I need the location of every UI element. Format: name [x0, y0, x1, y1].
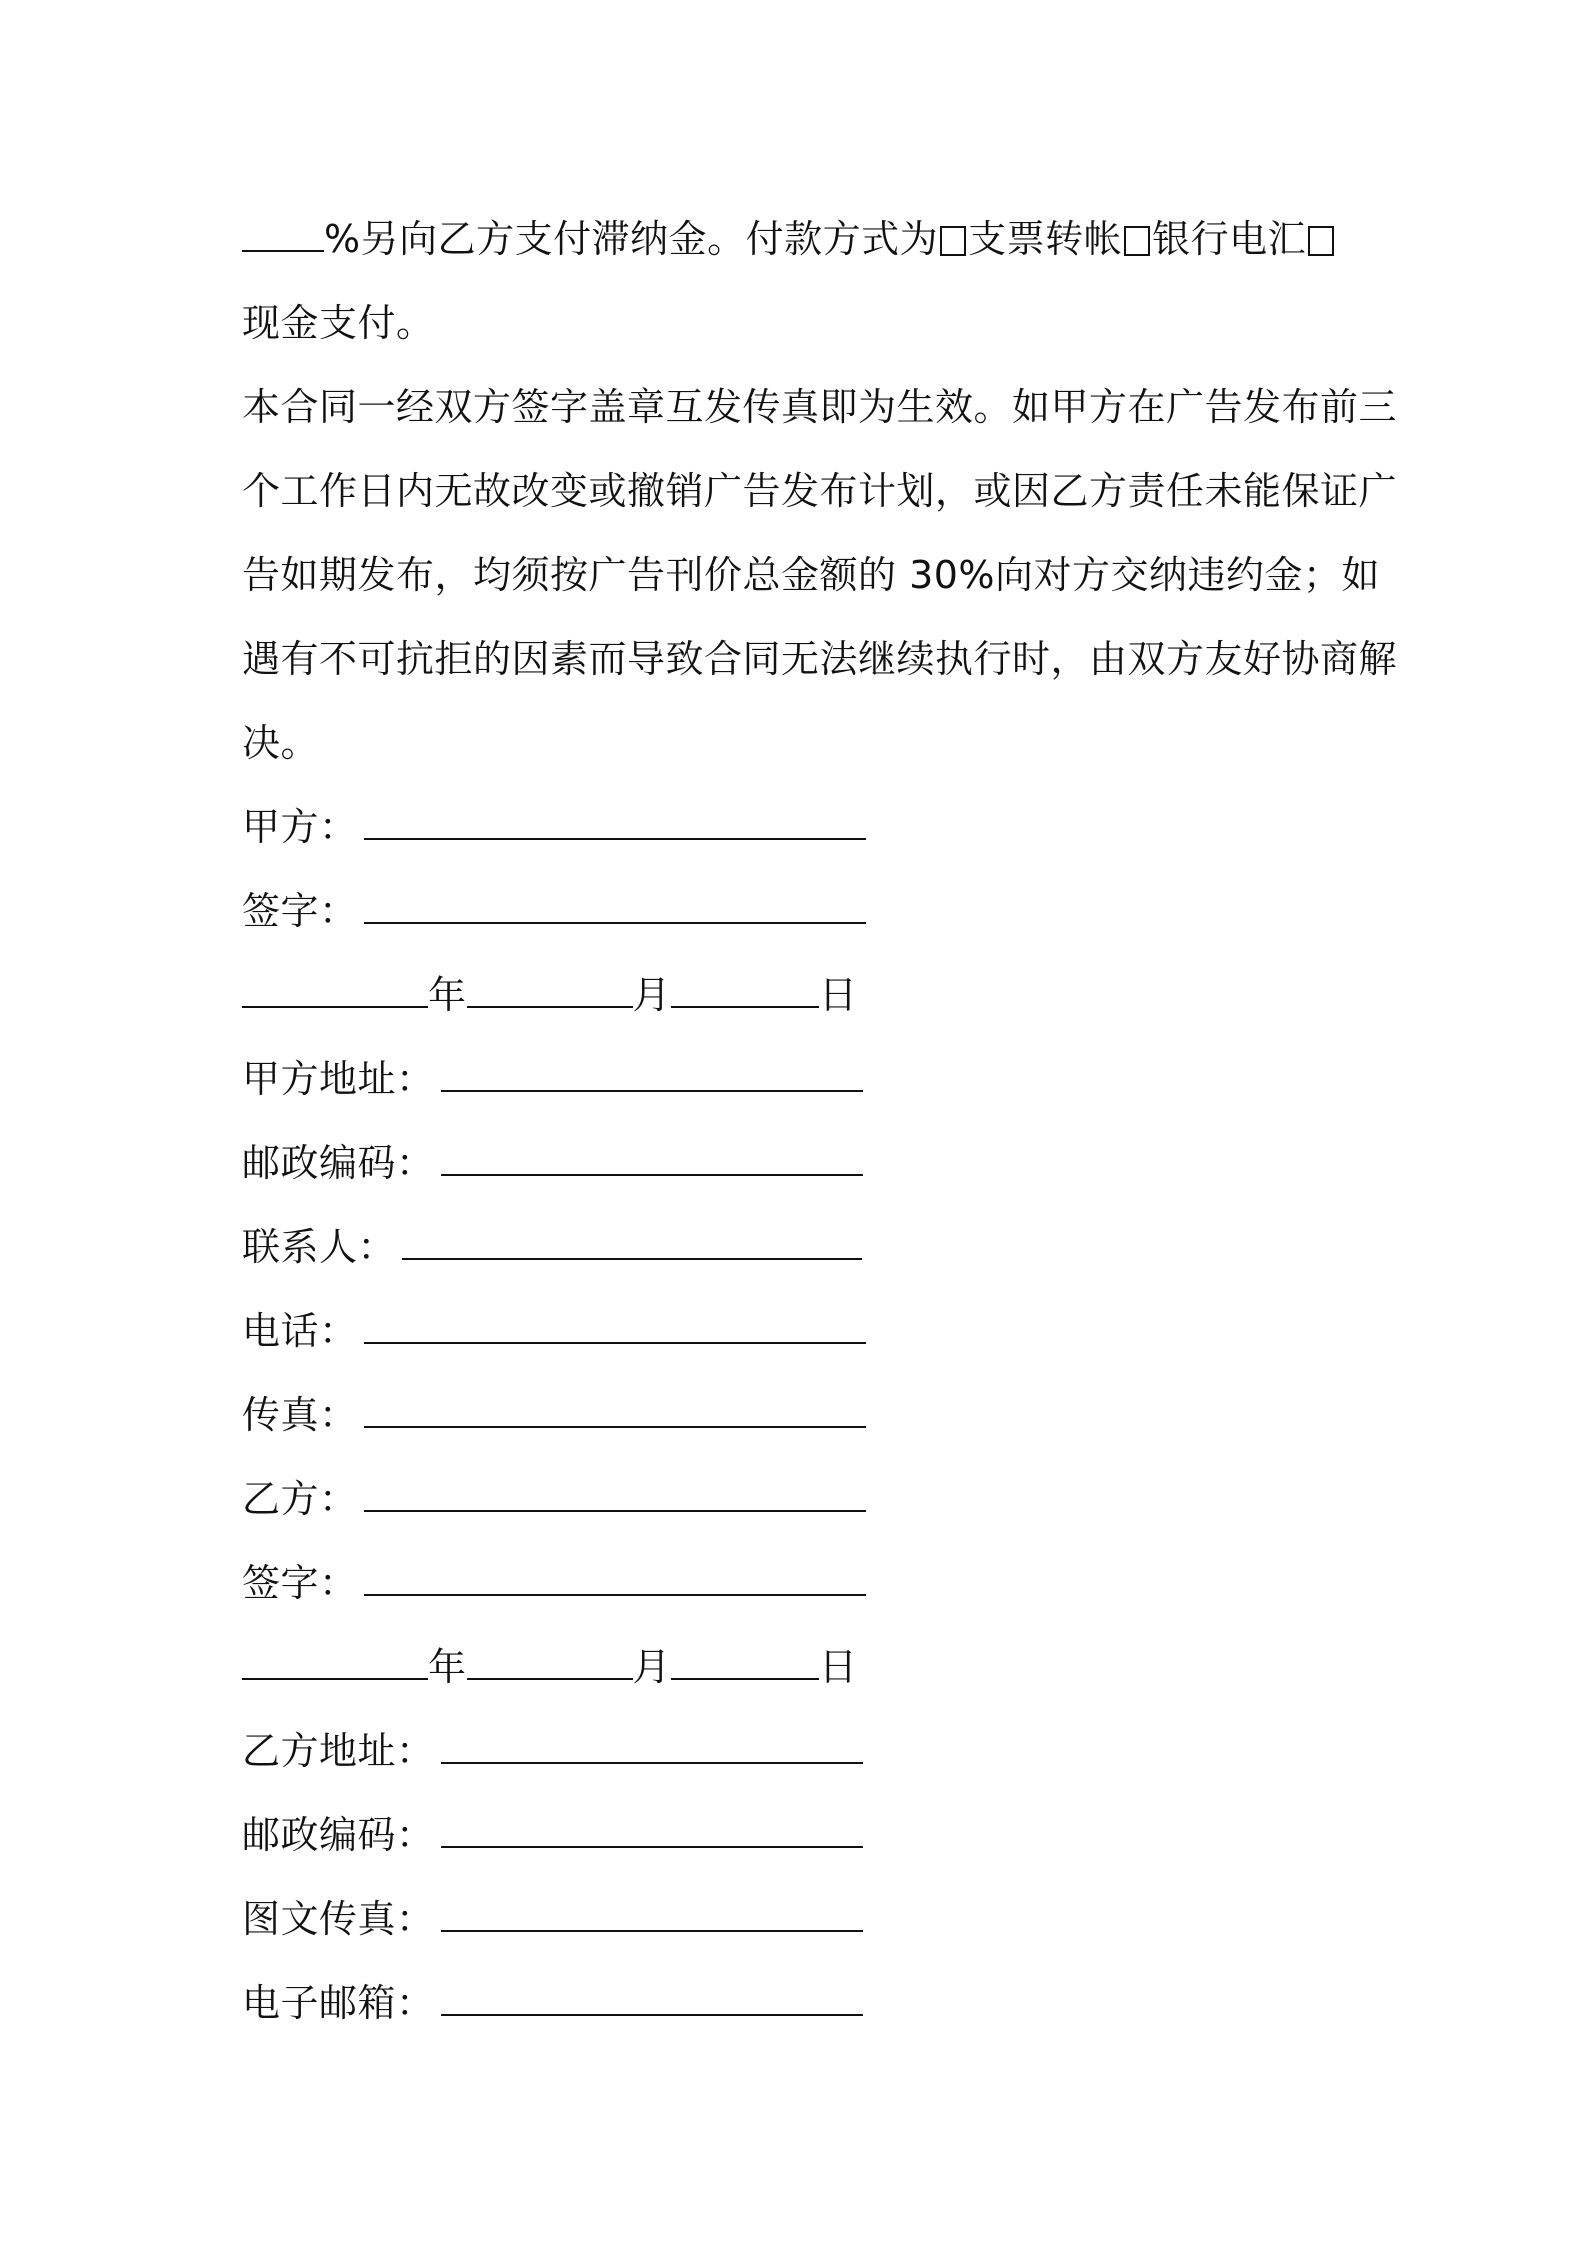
payment-terms-line-1 [242, 197, 1362, 281]
party-a-postcode-field[interactable] [441, 1144, 863, 1176]
party-a-month-label: 月 [632, 973, 672, 1017]
option-cheque-label: 支票转帐 [968, 217, 1123, 261]
party-b-month-label: 月 [632, 1645, 672, 1689]
checkbox-cash[interactable] [1308, 226, 1334, 256]
party-b-name-row [242, 1457, 1362, 1541]
party-a-sign-label: 签字： [242, 889, 358, 933]
late-fee-percent-blank [242, 220, 324, 252]
party-b-year-label: 年 [428, 1645, 467, 1689]
party-b-name-field[interactable] [364, 1480, 866, 1512]
party-b-date-row [242, 1625, 1362, 1709]
party-b-email-row [242, 1961, 1362, 2045]
party-b-month-field[interactable] [467, 1648, 633, 1680]
party-a-name-label: 甲方： [242, 805, 358, 849]
party-b-postcode-row [242, 1793, 1362, 1877]
party-b-postcode-label: 邮政编码： [242, 1813, 435, 1857]
party-b-sign-row [242, 1541, 1362, 1625]
party-b-address-label: 乙方地址： [242, 1729, 435, 1773]
clause-line-2: 个工作日内无故改变或撤销广告发布计划，或因乙方责任未能保证广 [242, 469, 1398, 513]
checkbox-wire[interactable] [1124, 226, 1150, 256]
party-b-day-field[interactable] [671, 1648, 819, 1680]
party-a-contact-field[interactable] [402, 1228, 862, 1260]
party-b-postcode-field[interactable] [441, 1816, 863, 1848]
party-a-year-label: 年 [428, 973, 467, 1017]
party-a-postcode-row [242, 1121, 1362, 1205]
party-a-day-label: 日 [819, 973, 858, 1017]
party-a-phone-row [242, 1289, 1362, 1373]
party-a-sign-row [242, 869, 1362, 953]
payment-terms-line-2 [242, 281, 1362, 365]
party-b-email-field[interactable] [441, 1984, 863, 2016]
party-a-contact-row [242, 1205, 1362, 1289]
party-a-name-row [242, 785, 1362, 869]
option-wire-label: 银行电汇 [1152, 217, 1307, 261]
party-b-sign-field[interactable] [364, 1564, 866, 1596]
party-a-name-field[interactable] [364, 808, 866, 840]
late-fee-text: %另向乙方支付滞纳金。付款方式为 [324, 217, 939, 261]
party-a-fax-row [242, 1373, 1362, 1457]
clause-line-1: 本合同一经双方签字盖章互发传真即为生效。如甲方在广告发布前三 [242, 385, 1398, 429]
clause-line-5: 决。 [242, 721, 320, 765]
party-b-fax-field[interactable] [441, 1900, 863, 1932]
party-a-phone-field[interactable] [364, 1312, 866, 1344]
party-a-phone-label: 电话： [242, 1309, 358, 1353]
clause-line-4: 遇有不可抗拒的因素而导致合同无法继续执行时，由双方友好协商解 [242, 637, 1398, 681]
party-a-day-field[interactable] [671, 976, 819, 1008]
option-cash-label: 现金支付。 [242, 301, 435, 345]
party-b-year-field[interactable] [242, 1648, 428, 1680]
party-b-address-row [242, 1709, 1362, 1793]
party-b-fax-row [242, 1877, 1362, 1961]
party-b-address-field[interactable] [441, 1732, 863, 1764]
party-b-sign-label: 签字： [242, 1561, 358, 1605]
party-a-year-field[interactable] [242, 976, 428, 1008]
party-b-email-label: 电子邮箱： [242, 1981, 435, 2025]
party-a-postcode-label: 邮政编码： [242, 1141, 435, 1185]
clause-line-3: 告如期发布，均须按广告刊价总金额的 30%向对方交纳违约金；如 [242, 553, 1381, 597]
party-a-address-row [242, 1037, 1362, 1121]
party-a-sign-field[interactable] [364, 892, 866, 924]
party-a-contact-label: 联系人： [242, 1225, 397, 1269]
party-b-name-label: 乙方： [242, 1477, 358, 1521]
party-a-date-row [242, 953, 1362, 1037]
party-b-fax-label: 图文传真： [242, 1897, 435, 1941]
party-a-address-label: 甲方地址： [242, 1057, 435, 1101]
party-a-month-field[interactable] [467, 976, 633, 1008]
party-a-fax-field[interactable] [364, 1396, 866, 1428]
checkbox-cheque[interactable] [940, 226, 966, 256]
contract-page [242, 197, 1398, 2045]
party-a-fax-label: 传真： [242, 1393, 358, 1437]
party-b-day-label: 日 [819, 1645, 858, 1689]
party-a-address-field[interactable] [441, 1060, 863, 1092]
